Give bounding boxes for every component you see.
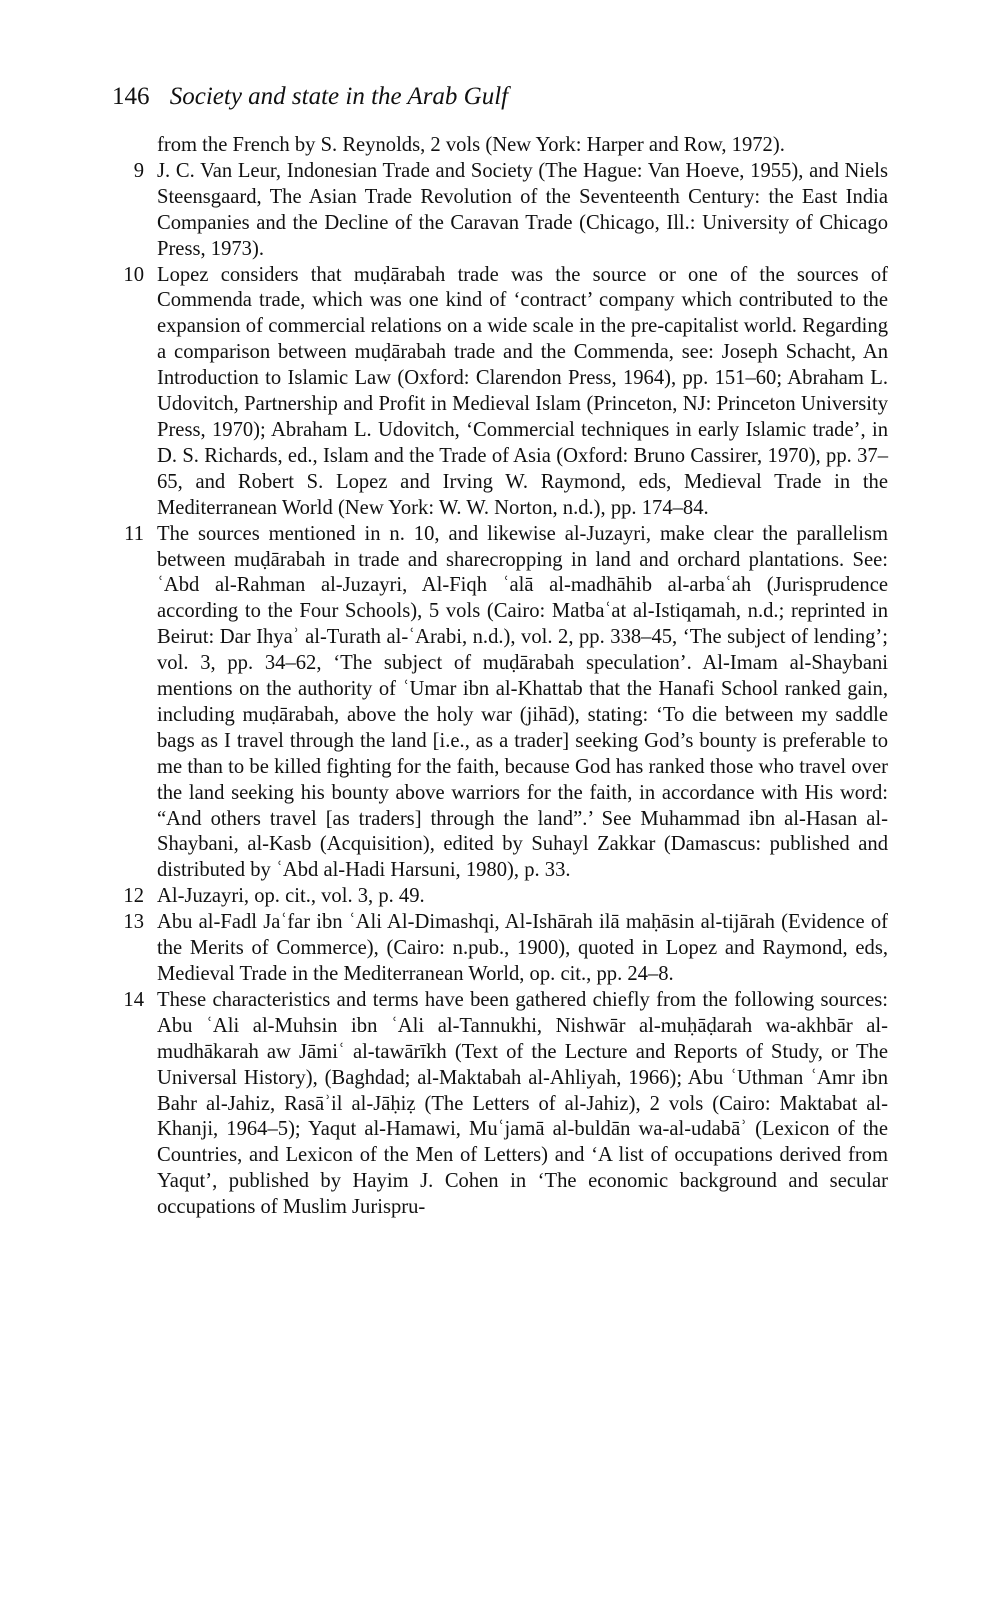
endnote-12: [112, 884, 888, 910]
endnote-14: [112, 988, 888, 1221]
endnote-number: 12: [123, 885, 144, 908]
endnotes: [112, 133, 888, 1221]
endnote-text: Abu al-Fadl Jaʿfar ibn ʿAli Al-Dimashqi, Al-Ishārah ilā maḥāsin al-tijārah (Evidence of the Merits of Commerce), (Cairo: n.pub., 1900), quoted in Lopez and Raymond, eds, Medieval Trade in the Mediterranean World, op. cit., pp. 24–8.: [157, 911, 888, 985]
page-header: [112, 80, 508, 114]
endnote-text: These characteristics and terms have been gathered chiefly from the following sources: Abu ʿAli al-Muhsin ibn ʿAli al-Tannukhi, Nishwār al-muḥāḍarah wa-akhbār al-mudhākarah aw Jāmiʿ al-tawārīkh (Text of the Lecture and Reports of Study, or The Universal History), (Baghdad; al-Maktabah al-Ahliyah, 1966); Abu ʿUthman ʿAmr ibn Bahr al-Jahiz, Rasāʾil al-Jāḥiẓ (The Letters of al-Jahiz), 2 vols (Cairo: Maktabat al-Khanji, 1964–5); Yaqut al-Hamawi, Muʿjamā al-buldān wa-al-udabāʾ (Lexicon of the Countries, and Lexicon of the Men of Letters) and ‘A list of occupations derived from Yaqut’, published by Hayim J. Cohen in ‘The economic background and secular occupations of Muslim Jurispru-: [157, 988, 888, 1219]
endnote-text: The sources mentioned in n. 10, and likewise al-Juzayri, make clear the parallelism between muḍārabah in trade and sharecropping in land and orchard plantations. See: ʿAbd al-Rahman al-Juzayri, Al-Fiqh ʿalā al-madhāhib al-arbaʿah (Jurisprudence according to the Four Schools), 5 vols (Cairo: Matbaʿat al-Istiqamah, n.d.; reprinted in Beirut: Dar Ihyaʾ al-Turath al-ʿArabi, n.d.), vol. 2, pp. 338–45, ‘The subject of lending’; vol. 3, pp. 34–62, ‘The subject of muḍārabah speculation’. Al-Imam al-Shaybani mentions on the authority of ʿUmar ibn al-Khattab that the Hanafi School ranked gain, including muḍārabah, above the holy war (jihād), stating: ‘To die between my saddle bags as I travel through the land [i.e., as a trader] seeking God’s bounty is preferable to me than to be killed fighting for the faith, because God has ranked those who travel over the land seeking his bounty above warriors for the faith, in accordance with His word: “And others travel [as traders] through the land”.’ See Muhammad ibn al-Hasan al-Shaybani, al-Kasb (Acquisition), edited by Suhayl Zakkar (Damascus: published and distributed by ʿAbd al-Hadi Harsuni, 1980), p. 33.: [157, 522, 888, 882]
endnote-text: Al-Juzayri, op. cit., vol. 3, p. 49.: [157, 885, 425, 908]
endnote-number: 10: [123, 263, 144, 286]
endnote-number: 13: [123, 911, 144, 934]
endnote-11: [112, 522, 888, 885]
endnote-10: [112, 263, 888, 522]
note-continuation: from the French by S. Reynolds, 2 vols (New York: Harper and Row, 1972).: [157, 134, 785, 156]
page-number: 146: [112, 83, 150, 110]
endnote-9: [112, 159, 888, 263]
endnote-13: [112, 910, 888, 988]
endnote-number: 9: [133, 159, 144, 182]
endnote-text: J. C. Van Leur, Indonesian Trade and Society (The Hague: Van Hoeve, 1955), and Niels Steensgaard, The Asian Trade Revolution of the Seventeenth Century: the East India Companies and the Decline of the Caravan Trade (Chicago, Ill.: University of Chicago Press, 1973).: [157, 159, 888, 260]
running-title: Society and state in the Arab Gulf: [169, 83, 509, 110]
endnote-number: 11: [124, 522, 144, 545]
endnote-text: Lopez considers that muḍārabah trade was the source or one of the sources of Commenda trade, which was one kind of ‘contract’ company which contributed to the expansion of commercial relations on a wide scale in the pre-capitalist world. Regarding a comparison between muḍārabah trade and the Commenda, see: Joseph Schacht, An Introduction to Islamic Law (Oxford: Clarendon Press, 1964), pp. 151–60; Abraham L. Udovitch, Partnership and Profit in Medieval Islam (Princeton, NJ: Princeton University Press, 1970); Abraham L. Udovitch, ‘Commercial techniques in early Islamic trade’, in D. S. Richards, ed., Islam and the Trade of Asia (Oxford: Bruno Cassirer, 1970), pp. 37–65, and Robert S. Lopez and Irving W. Raymond, eds, Medieval Trade in the Mediterranean World (New York: W. W. Norton, n.d.), pp. 174–84.: [157, 263, 888, 519]
endnote-number: 14: [123, 988, 144, 1011]
